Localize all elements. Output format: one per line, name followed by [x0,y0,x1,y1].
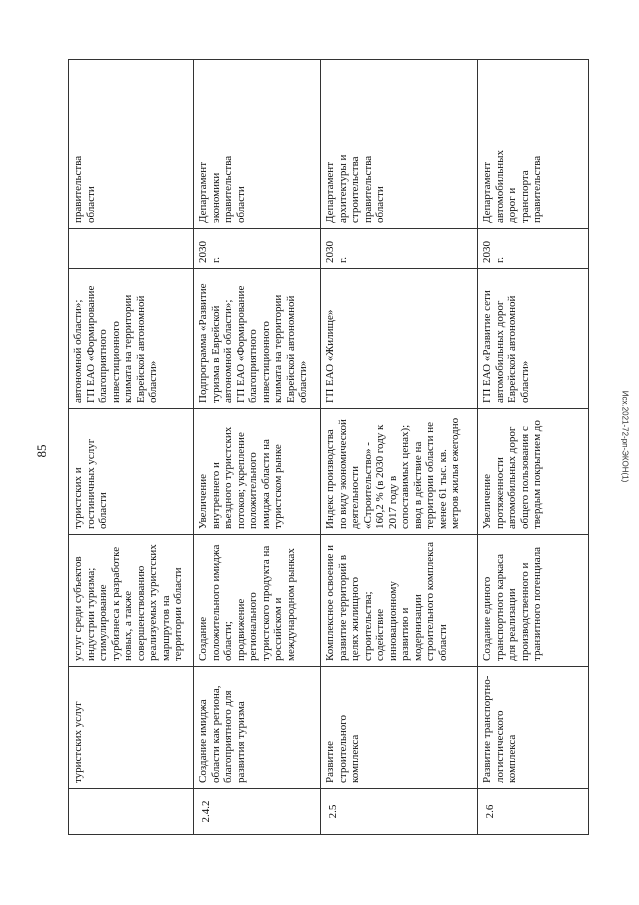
responsible-cell: Департамент автомобильных дорог и транспорта правительства [478,60,589,229]
document-stamp: Исх.2021-72-рп-ЭКОН(1) [620,390,630,483]
goal-cell: Создание единого транспортного каркаса для реализации производственного и транзитного потенциала [478,535,589,667]
row-number: 2.6 [478,789,589,835]
indicator-cell: Увеличение внутреннего и въездного туристских потоков; укрепление положительного имиджа области на туристском рынке [194,409,321,535]
program-cell: ГП ЕАО «Развитие сети автомобильных дорог Еврейской автономной области» [478,269,589,409]
table-row [478,60,589,835]
direction-cell: Развитие строительного комплекса [321,667,478,789]
goal-cell: услуг среди субъектов индустрии туризма; стимулирование турбизнеса к разработке новых, а также совершенствованию реализуемых туристских маршрутов на территории области [69,535,194,667]
indicator-cell: Увеличение протяженности автомобильных дорог общего пользования с твердым покрытием до [478,409,589,535]
plan-table [68,59,589,835]
indicator-cell: Индекс производства по виду экономической деятельности «Строительство» - 160,2 % (в 2030 году к 2017 году в сопоставимых ценах); ввод в действие на территории области не менее 61 тыс. кв. метров жилья ежегодно [321,409,478,535]
program-cell: ГП ЕАО «Жилище» [321,269,478,409]
page-number: 85 [34,444,49,458]
table-row [321,60,478,835]
goal-cell: Создание положительного имиджа области; продвижение регионального туристского продукта на российском и международном рынках [194,535,321,667]
direction-cell: Создание имиджа области как региона, благоприятного для развития туризма [194,667,321,789]
direction-cell: туристских услуг [69,667,194,789]
term-cell: 2030 г. [478,229,589,269]
table-row [194,60,321,835]
responsible-cell: правительства области [69,60,194,229]
program-cell: автономной области»; ГП ЕАО «Формирование благоприятного инвестиционного климата на территории Еврейской автономной области» [69,269,194,409]
term-cell: 2030 г. [321,229,478,269]
responsible-cell: Департамент архитектуры и строительства правительства области [321,60,478,229]
row-number: 2.4.2 [194,789,321,835]
term-cell [69,229,194,269]
goal-cell: Комплексное освоение и развитие территорий в целях жилищного строительства; содействие инновационному развитию и модернизации строительного комплекса области [321,535,478,667]
row-number [69,789,194,835]
indicator-cell: туристских и гостиничных услуг области [69,409,194,535]
responsible-cell: Департамент экономики правительства области [194,60,321,229]
row-number: 2.5 [321,789,478,835]
direction-cell: Развитие транспортно- логистического комплекса [478,667,589,789]
program-cell: Подпрограмма «Развитие туризма в Еврейской автономной области»; ГП ЕАО «Формирование благоприятного инвестиционного климата на территории Еврейской автономной области» [194,269,321,409]
plan-table-rotated [68,60,588,835]
term-cell: 2030 г. [194,229,321,269]
table-row [69,60,194,835]
